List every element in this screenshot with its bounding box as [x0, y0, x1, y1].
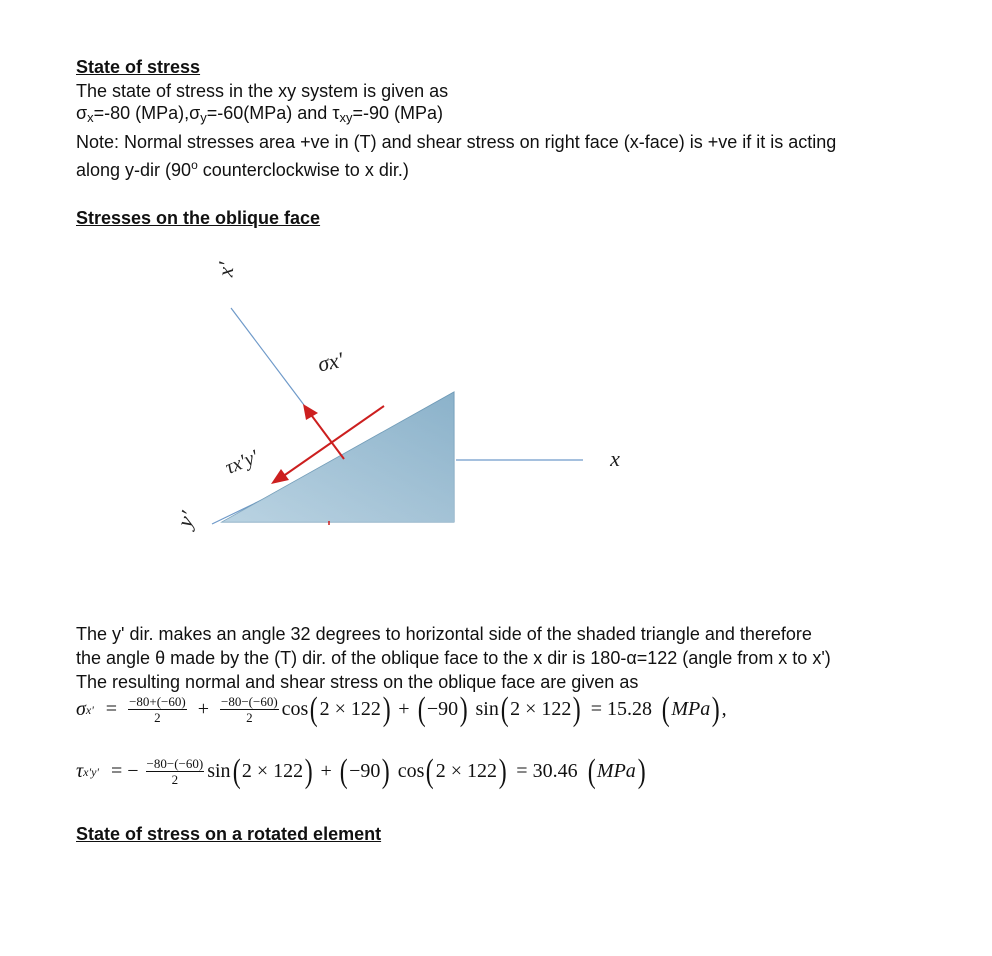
eq2-fraction — [146, 756, 205, 787]
eq2-sin: sin — [207, 760, 231, 782]
normal-stress-arrow — [309, 412, 344, 459]
eq1-cos: cos — [281, 698, 309, 720]
eq2-paren-open-1: ( — [232, 752, 241, 790]
eq1-arg2: 2 × 122 — [510, 698, 572, 720]
sigma-x-symbol: σ — [76, 103, 88, 123]
note-line-1: Note: Normal stresses area +ve in (T) and shear stress on right face (x-face) is +ve if it is acting — [76, 132, 837, 152]
eq1-plus: + — [197, 698, 209, 720]
intro-line: The state of stress in the xy system is given as — [76, 81, 449, 101]
eq1-fraction-1 — [128, 694, 187, 725]
equation-normal-stress: σ x' = $\frac{-80+(-60)}{2}$ + $\frac{-80-(-60)}{2}$ cos ( 2 × 122 ) + ( −90 ) sin ( 2 × 122 ) = 15.28 ( MPa ) , — [76, 690, 727, 728]
eq2-paren-open-4: ( — [587, 752, 596, 790]
explain-line-3: The resulting normal and shear stress on the oblique face are given as — [76, 672, 639, 692]
note-line-2-start: along y-dir (90 — [76, 160, 192, 180]
eq1-paren-open-3: ( — [500, 690, 509, 728]
sigma-y-symbol: σ — [189, 103, 201, 123]
eq1-paren-open-4: ( — [661, 690, 670, 728]
label-y-prime: y' — [171, 507, 201, 531]
eq1-lhs: σ — [76, 698, 86, 720]
eq1-paren-open-2: ( — [417, 690, 426, 728]
eq1-f1-num: −80+(−60) — [129, 694, 186, 709]
label-x-prime: x' — [212, 261, 239, 278]
explain-line-1: The y' dir. makes an angle 32 degrees to horizontal side of the shaded triangle and therefore — [76, 624, 812, 644]
eq2-f-num: −80−(−60) — [146, 756, 204, 771]
eq1-fraction-2 — [220, 694, 279, 725]
eq2-plus: + — [320, 760, 332, 782]
eq1-f2-num: −80−(−60) — [221, 694, 278, 709]
eq1-f2-den: 2 — [246, 710, 253, 725]
normal-stress-arrowhead — [303, 404, 318, 420]
eq2-paren-close-4: ) — [637, 752, 646, 790]
eq2-result: = 30.46 — [516, 760, 578, 782]
eq2-arg1: 2 × 122 — [241, 760, 304, 782]
eq2-equals: = − — [110, 760, 139, 782]
eq1-sin: sin — [475, 698, 499, 720]
equation-shear-stress: τ x'y' = − $\frac{-80-(-60)}{2}$ sin ( 2 × 122 ) + ( −90 ) cos ( 2 × 122 ) = 30.46 ( MPa ) — [76, 752, 646, 790]
heading-state-of-stress: State of stress — [76, 57, 201, 77]
eq2-paren-open-2: ( — [339, 752, 348, 790]
degree-superscript: o — [191, 158, 198, 172]
label-tau-x-prime-y-prime: τx'y' — [222, 445, 262, 479]
sigma-x-value: =-80 (MPa), — [93, 103, 190, 123]
eq1-result: = 15.28 — [590, 698, 653, 720]
heading-rotated-element: State of stress on a rotated element — [76, 824, 382, 844]
eq1-paren-open-1: ( — [310, 690, 318, 728]
eq1-f1-den: 2 — [154, 710, 161, 725]
tau-xy-subscript: xy — [339, 110, 353, 125]
eq2-unit: MPa — [596, 760, 636, 782]
eq2-arg2: 2 × 122 — [435, 760, 497, 782]
x-prime-axis — [231, 308, 304, 405]
label-sigma-x-prime: σx' — [315, 346, 346, 377]
note-line-2-end: counterclockwise to x dir.) — [197, 160, 409, 180]
tau-xy-symbol: τ — [332, 103, 340, 123]
shear-stress-arrowhead — [271, 469, 289, 484]
explain-line-2: the angle θ made by the (T) dir. of the oblique face to the x dir is 180-α=122 (angle from x to x') — [76, 648, 831, 668]
tau-xy-value: =-90 (MPa) — [352, 103, 443, 123]
eq2-f-den: 2 — [171, 772, 179, 787]
eq2-paren-open-3: ( — [426, 752, 434, 790]
eq1-arg1: 2 × 122 — [319, 698, 381, 720]
sigma-x-subscript: x — [87, 110, 94, 125]
eq1-paren-close-3: ) — [573, 690, 582, 728]
eq2-paren-close-1: ) — [304, 752, 313, 790]
eq1-tau: −90 — [426, 698, 459, 720]
eq2-tau: −90 — [349, 760, 381, 782]
eq1-paren-close-4: ) — [711, 690, 720, 728]
eq1-unit: MPa — [671, 698, 711, 720]
eq1-plus-2: + — [398, 698, 410, 720]
eq1-paren-close-2: ) — [459, 690, 468, 728]
sigma-y-subscript: y — [200, 110, 207, 125]
eq1-comma: , — [721, 698, 727, 720]
eq2-lhs: τ — [76, 760, 84, 782]
eq2-paren-close-3: ) — [498, 752, 507, 790]
label-x: x — [610, 446, 620, 471]
sigma-y-value: =-60(MPa) and — [206, 103, 333, 123]
eq1-paren-close-1: ) — [382, 690, 391, 728]
eq1-equals: = — [105, 698, 118, 720]
heading-oblique-face: Stresses on the oblique face — [76, 208, 321, 228]
eq2-cos: cos — [397, 760, 425, 782]
eq2-paren-close-2: ) — [382, 752, 390, 790]
